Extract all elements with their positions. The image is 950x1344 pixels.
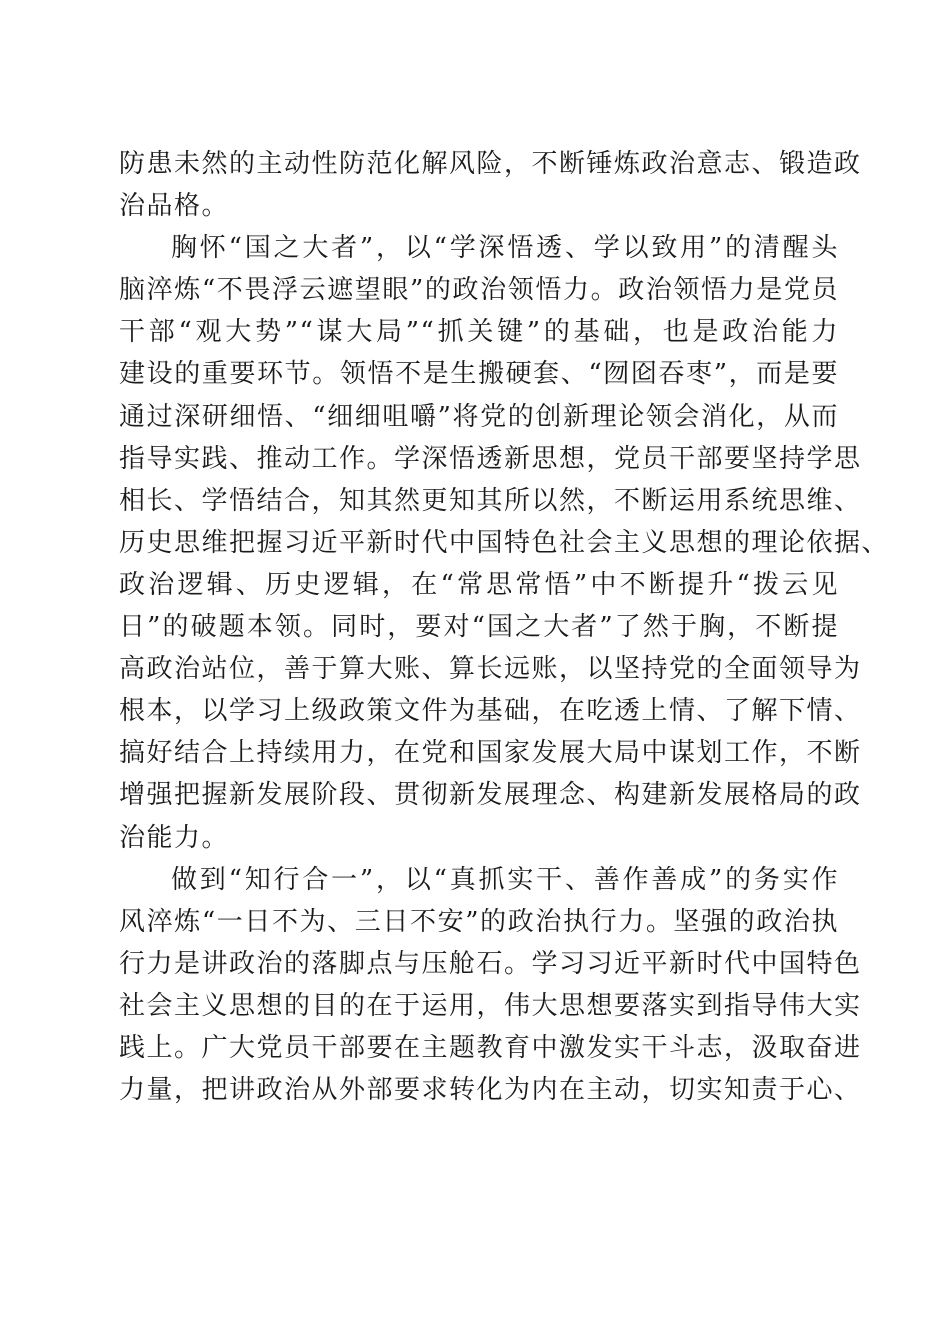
text-line: 脑淬炼“不畏浮云遮望眼”的政治领悟力。政治领悟力是党员 bbox=[119, 275, 839, 306]
text-line: 建设的重要环节。领悟不是生搬硬套、“囫囵吞枣”，而是要 bbox=[119, 359, 839, 390]
text-line: 干部“观大势”“谋大局”“抓关键”的基础，也是政治能力 bbox=[119, 317, 839, 348]
paragraph-start-line: 胸怀“国之大者”，以“学深悟透、学以致用”的清醒头 bbox=[171, 233, 839, 264]
text-line: 践上。广大党员干部要在主题教育中激发实干斗志，汲取奋进 bbox=[119, 1032, 862, 1063]
text-line: 防患未然的主动性防范化解风险，不断锤炼政治意志、锻造政 bbox=[119, 149, 862, 179]
text-line: 力量，把讲政治从外部要求转化为内在主动，切实知责于心、 bbox=[119, 1075, 862, 1106]
text-line: 风淬炼“一日不为、三日不安”的政治执行力。坚强的政治执 bbox=[119, 906, 839, 937]
body-text bbox=[119, 143, 890, 1111]
text-line: 增强把握新发展阶段、贯彻新发展理念、构建新发展格局的政 bbox=[119, 780, 862, 811]
text-line: 治品格。 bbox=[119, 191, 230, 222]
text-line: 通过深研细悟、“细细咀嚼”将党的创新理论领会消化，从而 bbox=[119, 401, 839, 432]
paragraph-start-line: 做到“知行合一”，以“真抓实干、善作善成”的务实作 bbox=[171, 864, 839, 895]
text-line: 行力是讲政治的落脚点与压舱石。学习习近平新时代中国特色 bbox=[119, 948, 862, 979]
text-line: 搞好结合上持续用力，在党和国家发展大局中谋划工作，不断 bbox=[119, 738, 862, 769]
text-line: 治能力。 bbox=[119, 822, 230, 853]
text-line: 日”的破题本领。同时，要对“国之大者”了然于胸，不断提 bbox=[119, 612, 839, 643]
text-line: 根本，以学习上级政策文件为基础，在吃透上情、了解下情、 bbox=[119, 696, 862, 727]
text-line: 历史思维把握习近平新时代中国特色社会主义思想的理论依据、 bbox=[119, 527, 890, 558]
text-line: 高政治站位，善于算大账、算长远账，以坚持党的全面领导为 bbox=[119, 654, 862, 685]
text-line: 社会主义思想的目的在于运用，伟大思想要落实到指导伟大实 bbox=[119, 990, 862, 1021]
text-line: 相长、学悟结合，知其然更知其所以然，不断运用系统思维、 bbox=[119, 485, 862, 516]
text-line: 政治逻辑、历史逻辑，在“常思常悟”中不断提升“拨云见 bbox=[119, 569, 839, 600]
text-line: 指导实践、推动工作。学深悟透新思想，党员干部要坚持学思 bbox=[119, 443, 862, 474]
